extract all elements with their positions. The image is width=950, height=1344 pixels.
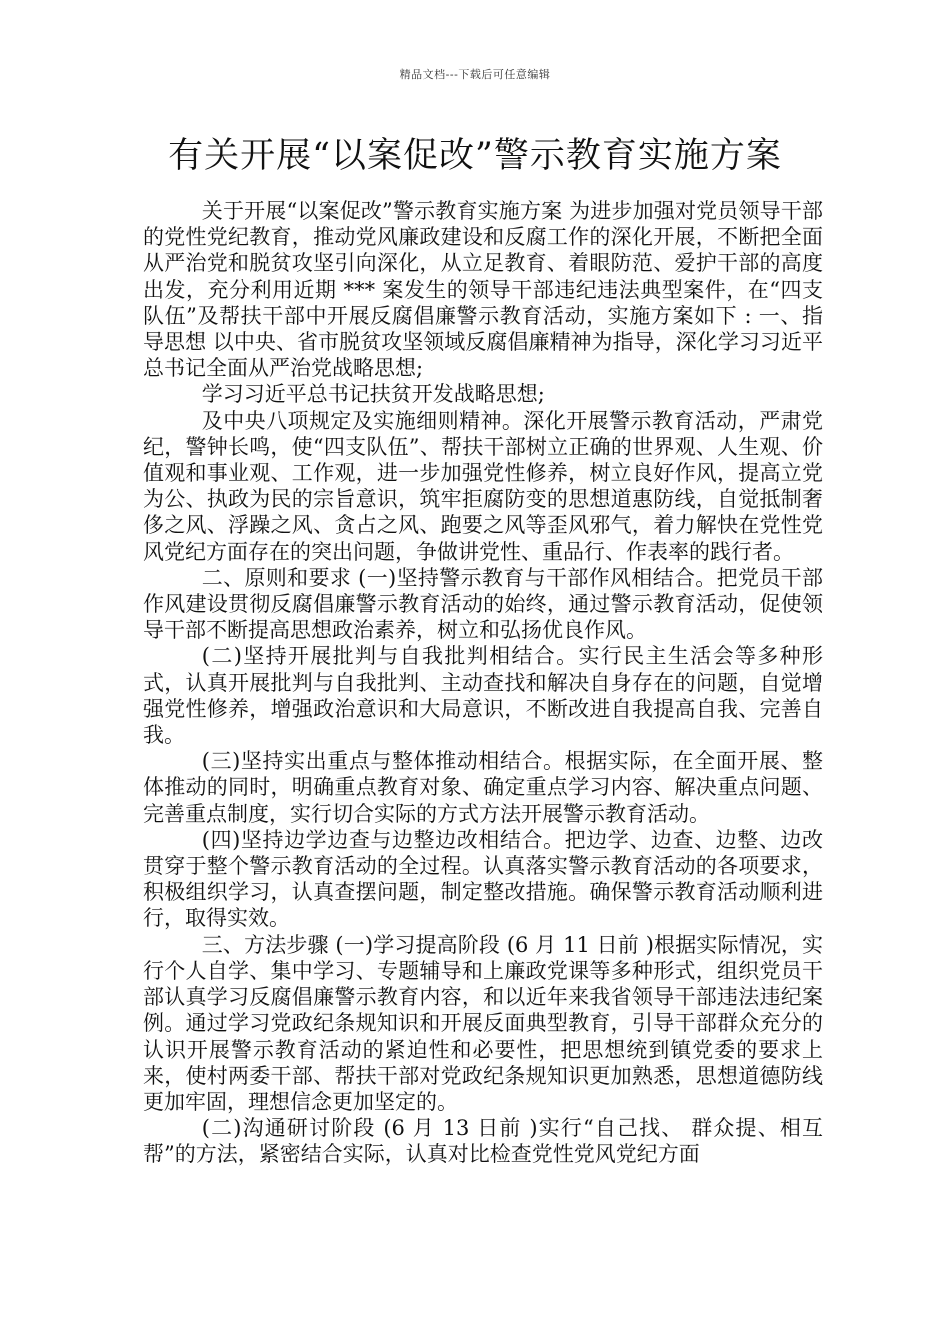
paragraph-steps-1: 三、方法步骤 (一)学习提高阶段 (6 月 11 日前 )根据实际情况，实行个人自学、集中学习、专题辅导和上廉政党课等多种形式，组织党员干部认真学习反腐倡廉警示教育内容，和以近年来我省领导干部违法违纪案例。通过学习党政纪条规知识和开展反面典型教育，引导干部群众充分的认识开展警示教育活动的紧迫性和必要性，把思想统到镇党委的要求上来，使村两委干部、帮扶干部对党政纪条规知识更加熟悉，思想道德防线更加牢固，理想信念更加坚定的。 xyxy=(143,932,823,1114)
paragraph-principles-3: (三)坚持实出重点与整体推动相结合。根据实际，在全面开展、整体推动的同时，明确重点教育对象、确定重点学习内容、解决重点问题、完善重点制度，实行切合实际的方式方法开展警示教育活动。 xyxy=(143,749,823,826)
paragraph-principles-1: 二、原则和要求 (一)坚持警示教育与干部作风相结合。把党员干部作风建设贯彻反腐倡廉警示教育活动的始终，通过警示教育活动，促使领导干部不断提高思想政治素养，树立和弘扬优良作风。 xyxy=(143,565,823,643)
document-title: 有关开展“以案促改”警示教育实施方案 xyxy=(168,136,782,176)
header-note: 精品文档---下载后可任意编辑 xyxy=(399,68,551,81)
paragraph-spirit: 及中央八项规定及实施细则精神。深化开展警示教育活动，严肃党纪，警钟长鸣，使“四支队伍”、帮扶干部树立正确的世界观、人生观、价值观和事业观、工作观，进一步加强党性修养，树立良好作风，提高立党为公、执政为民的宗旨意识，筑牢拒腐防变的思想道惠防线，自觉抵制奢侈之风、浮躁之风、贪占之风、跑要之风等歪风邪气，着力解快在党性党风党纪方面存在的突出问题，争做讲党性、重品行、作表率的践行者。 xyxy=(143,408,823,564)
paragraph-principles-2: (二)坚持开展批判与自我批判相结合。实行民主生活会等多种形式，认真开展批判与自我批判、主动查找和解决自身存在的问题，自觉增强党性修养，增强政治意识和大局意识，不断改进自我提高自我、完善自我。 xyxy=(143,644,823,748)
document-body xyxy=(143,198,823,1168)
paragraph-intro: 关于开展“以案促改”警示教育实施方案 为进步加强对党员领导干部的党性党纪教育，推动党风廉政建设和反腐工作的深化开展，不断把全面从严治党和脱贫攻坚引向深化，从立足教育、着眼防范、爱护干部的高度出发，充分利用近期 *** 案发生的领导干部违纪违法典型案件，在“四支队伍”及帮扶干部中开展反腐倡廉警示教育活动，实施方案如下 : 一、指导思想 以中央、省市脱贫攻坚领域反腐倡廉精神为指导，深化学习习近平总书记全面从严治党战略思想; xyxy=(143,199,823,381)
paragraph-study: 学习习近平总书记扶贫开发战略思想; xyxy=(201,382,545,407)
paragraph-principles-4: (四)坚持边学边查与边整边改相结合。把边学、边查、边整、边改贯穿于整个警示教育活动的全过程。认真落实警示教育活动的各项要求，积极组织学习，认真查摆问题，制定整改措施。确保警示教育活动顺利进行，取得实效。 xyxy=(143,827,823,931)
paragraph-steps-2: (二)沟通研讨阶段 (6 月 13 日前 )实行“自己找、 群众提、相互帮”的方法，紧密结合实际，认真对比检查党性党风党纪方面 xyxy=(143,1116,823,1167)
